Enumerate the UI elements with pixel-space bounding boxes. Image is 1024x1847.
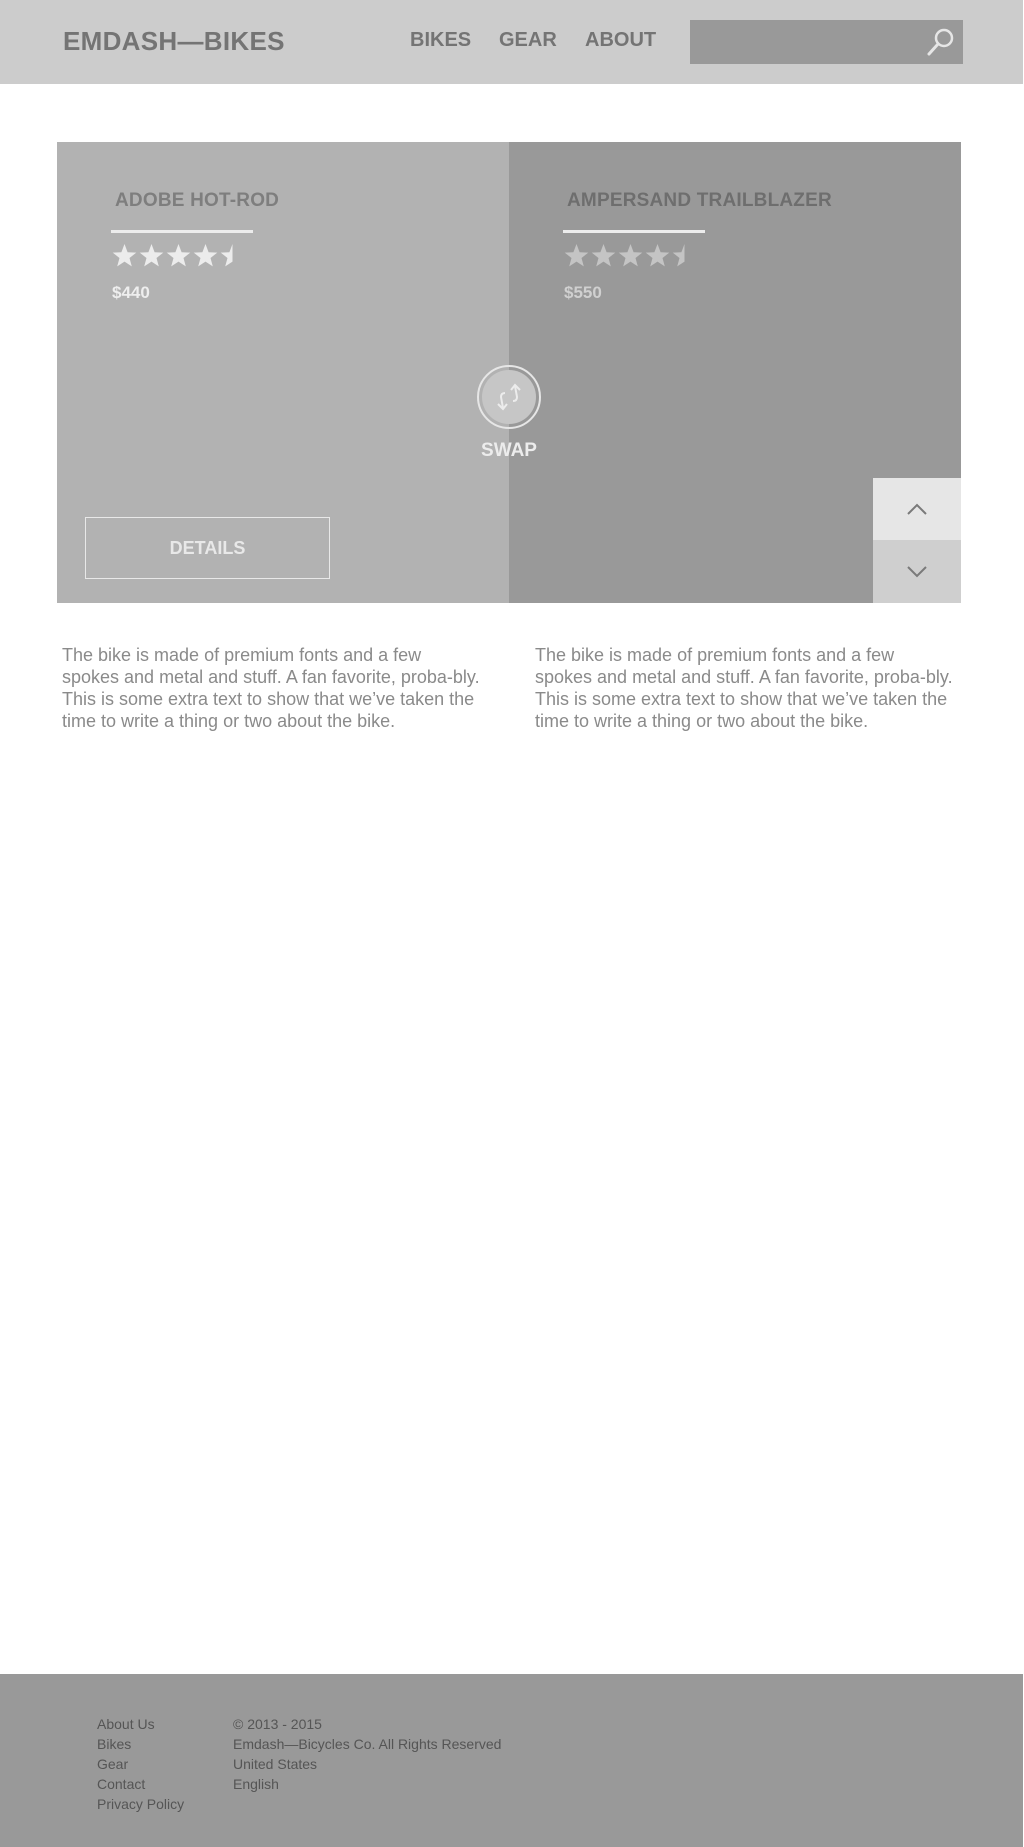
site-footer [0,1674,1023,1847]
bike-description-right: The bike is made of premium fonts and a few spokes and metal and stuff. A fan favorite, proba-bly. This is some extra text to show that we’ve taken the time to write a thing or two about the bike. [535,645,953,731]
bike-name: AMPERSAND TRAILBLAZER [567,190,832,211]
swap-arrows-icon [482,370,536,424]
company-text: Emdash—Bicycles Co. All Rights Reserved [233,1736,502,1752]
bike-name: ADOBE HOT-ROD [115,190,280,211]
footer-info [233,1714,501,1794]
nav-item-about[interactable]: ABOUT [585,29,657,51]
chevron-up-icon [906,502,928,516]
bike-description-left: The bike is made of premium fonts and a few spokes and metal and stuff. A fan favorite, proba-bly. This is some extra text to show that we’ve taken the time to write a thing or two about the bike. [62,645,480,731]
footer-link-contact[interactable]: Contact [97,1776,146,1792]
footer-link-about-us[interactable]: About Us [97,1716,155,1732]
nav-item-gear[interactable]: GEAR [499,29,557,51]
search-input[interactable] [690,20,920,64]
swap-button[interactable] [477,365,541,429]
footer-link-bikes[interactable]: Bikes [97,1736,132,1752]
country-text: United States [233,1756,318,1772]
name-underline [111,230,253,233]
bike-price: $440 [112,283,150,302]
footer-links [97,1714,184,1814]
copyright-text: © 2013 - 2015 [233,1716,322,1732]
chevron-down-icon [906,565,928,579]
name-underline [563,230,705,233]
rating-stars [111,242,246,270]
bike-price: $550 [564,283,602,302]
site-header [0,0,1023,84]
star-icon [192,242,219,270]
scroll-down-button[interactable] [873,540,961,603]
details-button[interactable]: DETAILS [85,517,330,579]
star-icon [165,242,192,270]
nav-item-bikes[interactable]: BIKES [410,29,472,51]
star-icon [644,242,671,270]
star-half-icon [671,242,698,270]
rating-stars [563,242,698,270]
footer-link-privacy-policy[interactable]: Privacy Policy [97,1796,185,1812]
scroll-up-button[interactable] [873,478,961,540]
language-text: English [233,1776,279,1792]
star-icon [617,242,644,270]
bike-compare-panel [57,142,961,603]
site-logo[interactable]: EMDASH—BIKES [63,26,285,56]
star-half-icon [219,242,246,270]
search-icon[interactable] [925,26,957,58]
search-box [690,20,963,64]
star-icon [111,242,138,270]
swap-label: SWAP [481,440,537,461]
footer-link-gear[interactable]: Gear [97,1756,129,1772]
star-icon [590,242,617,270]
star-icon [563,242,590,270]
star-icon [138,242,165,270]
bike-card-left [57,142,509,603]
